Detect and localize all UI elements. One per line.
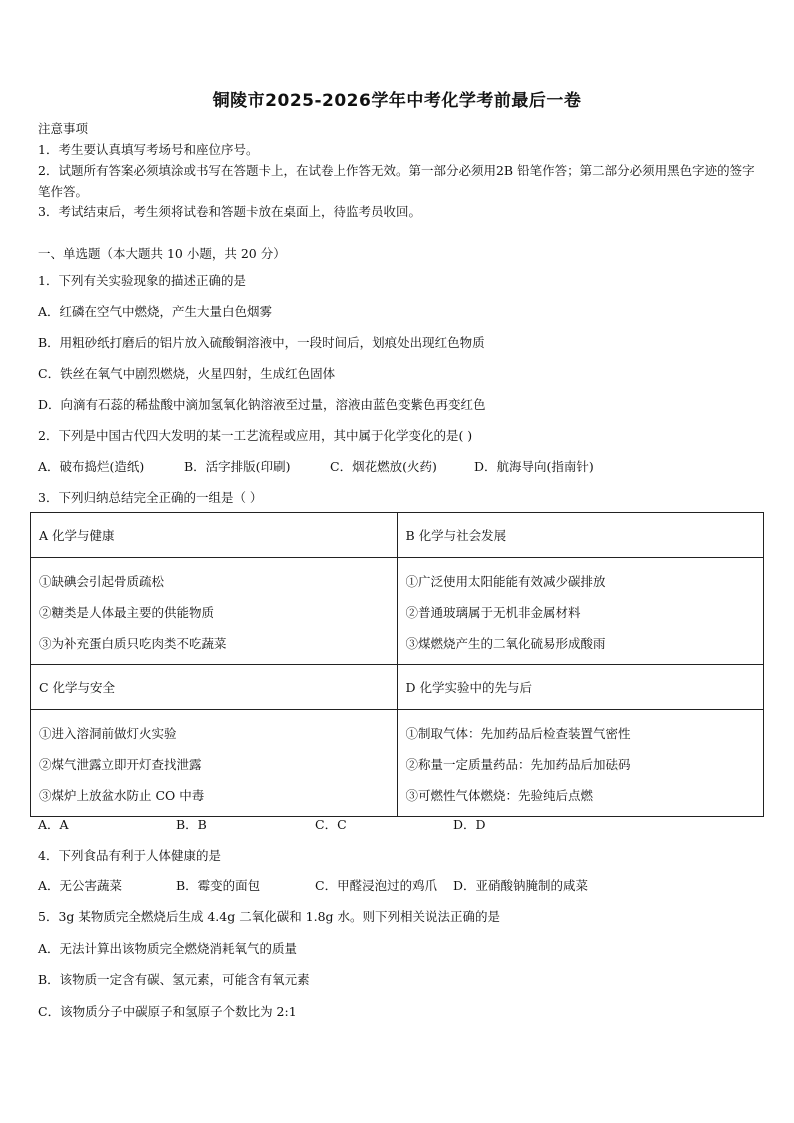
q5-option-a: A．无法计算出该物质完全燃烧消耗氧气的质量: [38, 941, 298, 956]
q3-cell-b-head: B 化学与社会发展: [397, 513, 764, 558]
q3-c-item-2: ②煤气泄露立即开灯查找泄露: [39, 757, 202, 772]
q2-option-a: A．破布捣烂(造纸): [38, 459, 145, 474]
q3-table: [30, 512, 764, 817]
q3-c-item-3: ③煤炉上放盆水防止 CO 中毒: [39, 788, 205, 803]
q3-cell-b-body: [397, 558, 764, 665]
q3-b-item-2: ②普通玻璃属于无机非金属材料: [405, 605, 581, 620]
notice-heading: 注意事项: [38, 121, 89, 136]
q3-c-item-1: ①进入溶洞前做灯火实验: [39, 726, 177, 741]
q3-d-item-1: ①制取气体：先加药品后检查装置气密性: [405, 726, 631, 741]
q1-stem: 1．下列有关实验现象的描述正确的是: [38, 273, 246, 288]
q2-stem: 2．下列是中国古代四大发明的某一工艺流程或应用，其中属于化学变化的是( ): [38, 428, 473, 443]
q3-option-c: C．C: [315, 817, 347, 832]
q2-option-b: B．活字排版(印刷): [184, 459, 291, 474]
q3-cell-c-head: C 化学与安全: [31, 665, 398, 710]
q3-b-item-3: ③煤燃烧产生的二氧化硫易形成酸雨: [405, 636, 606, 651]
q4-option-c: C．甲醛浸泡过的鸡爪: [315, 878, 438, 893]
q2-option-c: C．烟花燃放(火药): [330, 459, 437, 474]
q3-d-item-2: ②称量一定质量药品：先加药品后加砝码: [405, 757, 631, 772]
q3-cell-d-head: D 化学实验中的先与后: [397, 665, 764, 710]
q3-option-b: B．B: [176, 817, 207, 832]
q4-option-a: A．无公害蔬菜: [38, 878, 123, 893]
section-heading: 一、单选题（本大题共 10 小题，共 20 分）: [38, 246, 286, 261]
q3-d-item-3: ③可燃性气体燃烧：先验纯后点燃: [405, 788, 594, 803]
q5-option-b: B．该物质一定含有碳、氢元素，可能含有氧元素: [38, 972, 310, 987]
q3-stem: 3．下列归纳总结完全正确的一组是（ ）: [38, 490, 263, 505]
q1-option-b: B．用粗砂纸打磨后的铝片放入硫酸铜溶液中，一段时间后，划痕处出现红色物质: [38, 335, 485, 350]
q4-stem: 4．下列食品有利于人体健康的是: [38, 848, 221, 863]
q1-option-d: D．向滴有石蕊的稀盐酸中滴加氢氧化钠溶液至过量，溶液由蓝色变紫色再变红色: [38, 397, 486, 412]
q3-option-d: D．D: [453, 817, 486, 832]
notice-item-3: 3．考试结束后，考生须将试卷和答题卡放在桌面上，待监考员收回。: [38, 204, 421, 219]
notice-item-2: 2．试题所有答案必须填涂或书写在答题卡上，在试卷上作答无效。第一部分必须用2B 铅笔作答；第二部分必须用黑色字迹的签字笔作答。: [38, 163, 755, 199]
q1-option-c: C．铁丝在氧气中剧烈燃烧，火星四射，生成红色固体: [38, 366, 336, 381]
q1-option-a: A．红磷在空气中燃烧，产生大量白色烟雾: [38, 304, 273, 319]
q3-cell-d-body: [397, 710, 764, 817]
q3-a-item-1: ①缺碘会引起骨质疏松: [39, 574, 165, 589]
q3-a-item-2: ②糖类是人体最主要的供能物质: [39, 605, 215, 620]
page-title: 铜陵市2025-2026学年中考化学考前最后一卷: [212, 91, 582, 111]
q4-option-b: B．霉变的面包: [176, 878, 261, 893]
q3-b-item-1: ①广泛使用太阳能能有效减少碳排放: [405, 574, 606, 589]
q3-option-a: A．A: [38, 817, 69, 832]
q5-option-c: C．该物质分子中碳原子和氢原子个数比为 2:1: [38, 1004, 297, 1019]
q3-cell-a-body: [31, 558, 398, 665]
q4-option-d: D．亚硝酸钠腌制的咸菜: [453, 878, 589, 893]
q3-a-item-3: ③为补充蛋白质只吃肉类不吃蔬菜: [39, 636, 227, 651]
q3-cell-a-head: A 化学与健康: [31, 513, 398, 558]
q3-cell-c-body: [31, 710, 398, 817]
notice-item-1: 1．考生要认真填写考场号和座位序号。: [38, 142, 259, 157]
q2-option-d: D．航海导向(指南针): [474, 459, 594, 474]
q5-stem: 5．3g 某物质完全燃烧后生成 4.4g 二氧化碳和 1.8g 水。则下列相关说法正确的是: [38, 909, 501, 924]
